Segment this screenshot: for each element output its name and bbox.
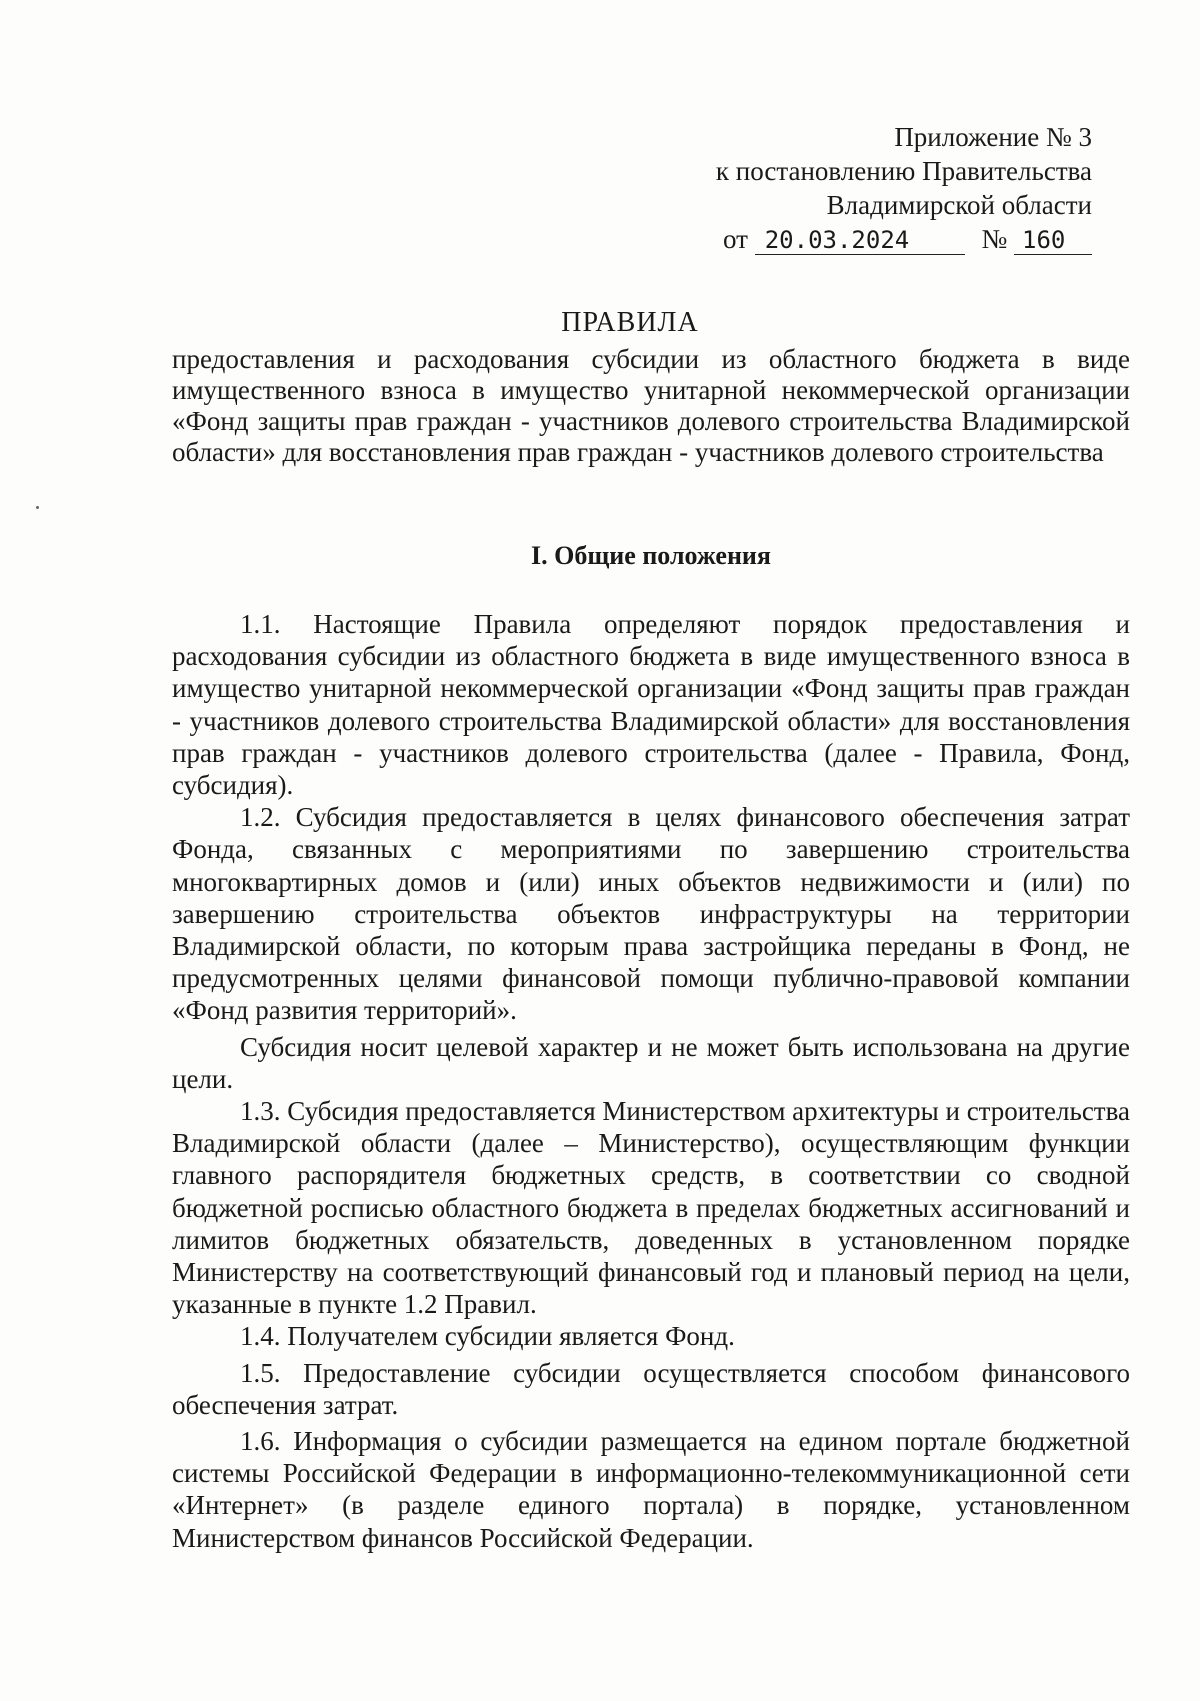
paragraph-1-3: 1.3. Субсидия предоставляется Министерством архитектуры и строительства Владимирской области (далее – Министерство), осуществляющим функции главного распорядителя бюджетных средств, в соответствии со сводной бюджетной росписью областного бюджета в пределах бюджетных ассигнований и лимитов бюджетных обязательств, доведенных в установленном порядке Министерству на соответствующий финансовый год и плановый период на цели, указанные в пункте 1.2 Правил. (172, 1096, 1130, 1320)
annex-registration (716, 222, 1092, 256)
from-label: от (723, 224, 748, 254)
paragraph-1-2: 1.2. Субсидия предоставляется в целях финансового обеспечения затрат Фонда, связанных с мероприятиями по завершению строительства многоквартирных домов и (или) иных объектов недвижимости и (или) по завершению строительства объектов инфраструктуры на территории Владимирской области, по которым права застройщика переданы в Фонд, не предусмотренных целями финансовой помощи публично-правовой компании «Фонд развития территорий». (172, 802, 1130, 1026)
paragraph-1-4: 1.4. Получателем субсидии является Фонд. (240, 1321, 735, 1352)
annex-reference: к постановлению Правительства (715, 156, 1092, 186)
section-body (172, 608, 1130, 1554)
document-title: ПРАВИЛА (561, 307, 699, 338)
paragraph-1-1: 1.1. Настоящие Правила определяют порядок предоставления и расходования субсидии из областного бюджета в виде имущественного взноса в имущество унитарной некоммерческой организации «Фонд защиты прав граждан - участников долевого строительства Владимирской области» для восстановления прав граждан - участников долевого строительства (далее - Правила, Фонд, субсидия). (172, 609, 1130, 801)
decree-date: 20.03.2024 (755, 226, 965, 255)
paragraph-1-6: 1.6. Информация о субсидии размещается на едином портале бюджетной системы Российской Федерации в информационно-телекоммуникационной сети «Интернет» (в разделе единого портала) в порядке, установленном Министерством финансов Российской Федерации. (172, 1426, 1130, 1553)
paragraph-1-2-note: Субсидия носит целевой характер и не может быть использована на другие цели. (172, 1031, 1130, 1094)
paragraph-1-5: 1.5. Предоставление субсидии осуществляется способом финансового обеспечения затрат. (172, 1357, 1130, 1420)
section-heading: I. Общие положения (531, 541, 771, 570)
scan-speck (36, 506, 39, 509)
document-subtitle: предоставления и расходования субсидии из областного бюджета в виде имущественного взноса в имущество унитарной некоммерческой организации «Фонд защиты прав граждан - участников долевого строительства Владимирской области» для восстановления прав граждан - участников долевого строительства (172, 344, 1130, 467)
decree-number: 160 (1014, 226, 1092, 255)
annex-region: Владимирской области (826, 190, 1092, 220)
annex-block (716, 120, 1092, 256)
number-label: № (981, 224, 1008, 254)
annex-number: Приложение № 3 (894, 122, 1092, 152)
